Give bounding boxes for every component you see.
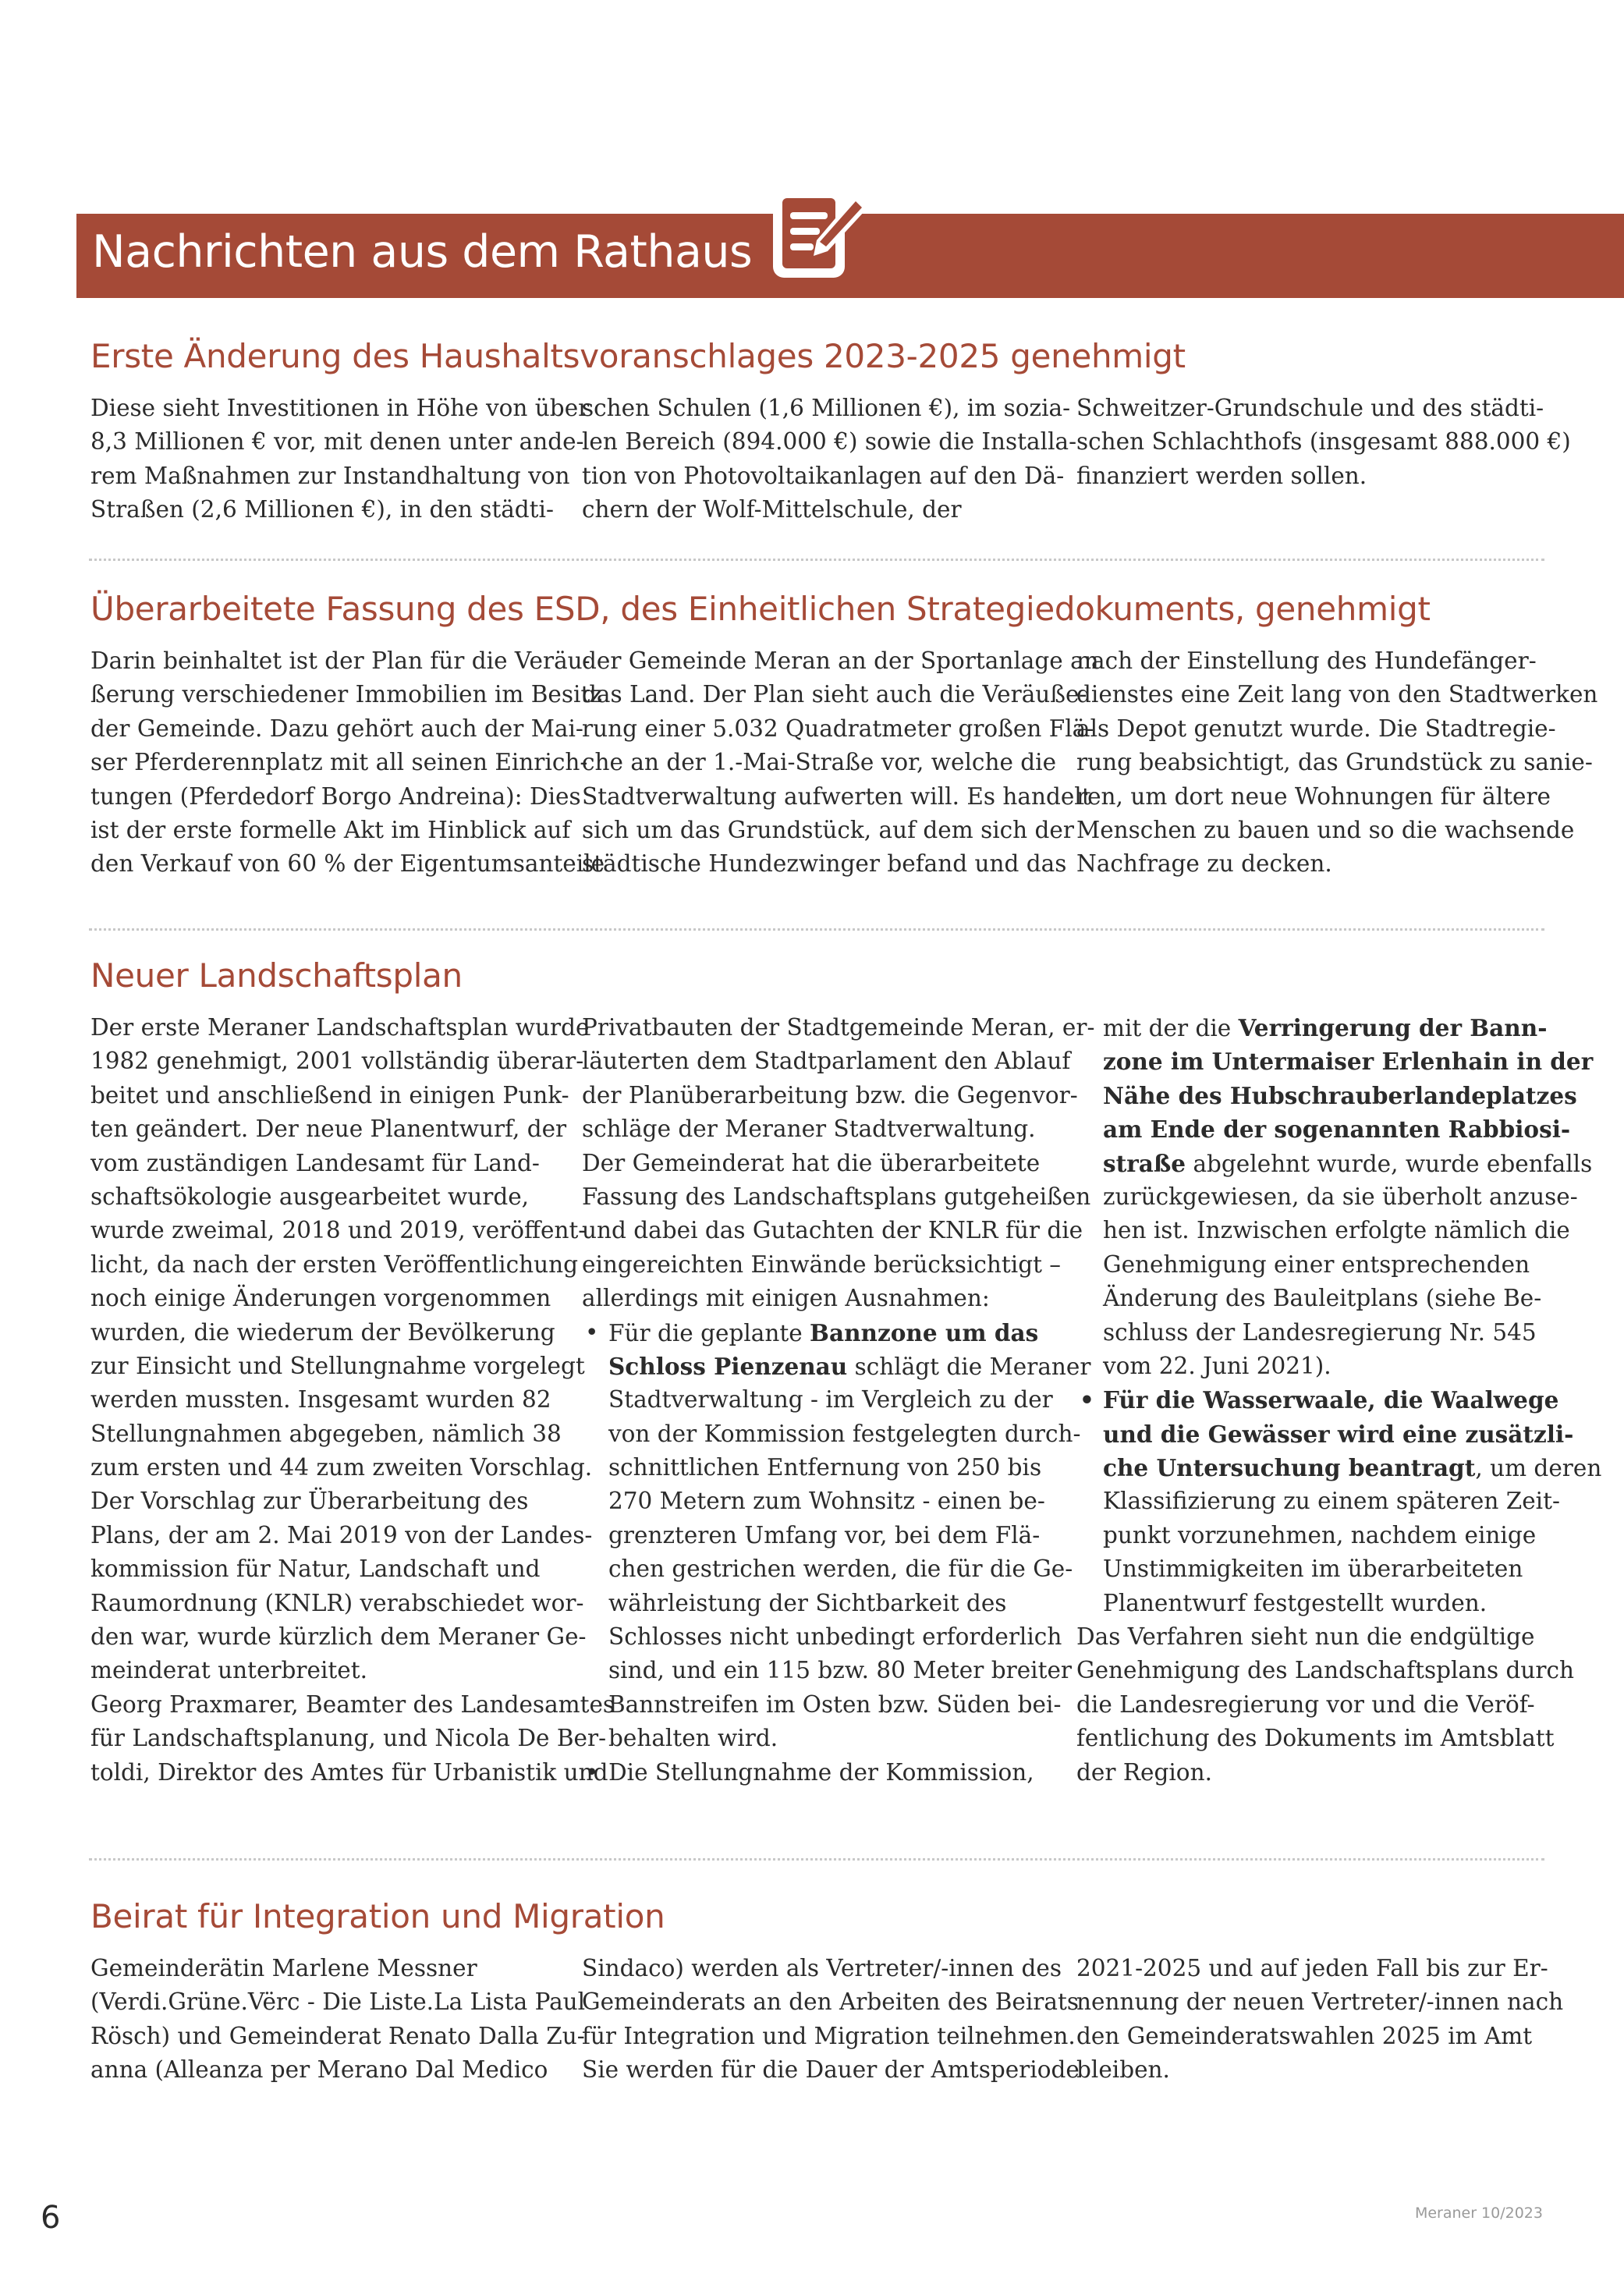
text-column-3: Schweitzer-Grundschule und des städti- schen Schlachthofs (insgesamt 888.000 €) finanziert werden sollen. [1076,395,1571,489]
page-number: 6 [41,2200,61,2236]
bullet-item: • Für die Wasserwaale, die Waalwege [1076,1383,1544,1417]
text-column-1: Der erste Meraner Landschaftsplan wurde 1982 genehmigt, 2001 vollständig überar- beitet und anschließend in einigen Punk- ten geändert. Der neue Planentwurf, der vom zuständigen Landesamt für Land- schaftsökologie ausgearbeitet wurde, wurde zweimal, 2018 und 2019, veröffent- licht, da nach der ersten Veröffentlichung noch einige Änderungen vorgenommen wurden, die wiederum der Bevölkerung zur Einsicht und Stellungnahme vorgelegt werden mussten. Insgesamt wurden 82 Stellungnahmen abgegeben, nämlich 38 zum ersten und 44 zum zweiten Vorschlag. Der Vorschlag zur Überarbeitung des Plans, der am 2. Mai 2019 von der Landes- kommission für Natur, Landschaft und Raumordnung (KNLR) verabschiedet wor- den war, wurde kürzlich dem Meraner Ge- meinderat unterbreitet. Georg Praxmarer, Beamter des Landesamtes für Landschaftsplanung, und Nicola De Ber- toldi, Direktor des Amtes für Urbanistik und [90,1014,615,1786]
section-heading: Erste Änderung des Haushaltsvoranschlages 2023-2025 genehmigt [90,337,1186,375]
bullet-item: • Für die geplante Bannzone um das [582,1316,1050,1350]
dotted-divider [89,559,1544,561]
text-column-2: Privatbauten der Stadtgemeinde Meran, er- läuterten dem Stadtparlament den Ablauf der Planüberarbeitung bzw. die Gegenvor- schläge der Meraner Stadtverwaltung. Der Gemeinderat hat die überarbeitete Fassung des Landschaftsplans gutgeheißen und dabei das Gutachten der KNLR für die eingereichten Einwände berücksichtigt – allerdings mit einigen Ausnahmen: • Für die geplante Bannzone um das Schloss Pienzenau schlägt die Meraner Stadtverwaltung - im Vergleich zu der von der Kommission festgelegten durch- schnittlichen Entfernung von 250 bis 270 Metern zum Wohnsitz - einen be- grenzteren Umfang vor, bei dem Flä- chen gestrichen werden, die für die Ge- währleistung der Sichtbarkeit des Schlosses nicht unbedingt erforderlich sind, und ein 115 bzw. 80 Meter breiter Bannstreifen im Osten bzw. Süden bei- behalten wird. • Die Stellungnahme der Kommission, [582,1011,1050,1790]
text-column-3: nach der Einstellung des Hundefänger- dienstes eine Zeit lang von den Stadtwerken als Depot genutzt wurde. Die Stadtregie- rung beabsichtigt, das Grundstück zu sanie- ren, um dort neue Wohnungen für ältere Menschen zu bauen und so die wachsende Nachfrage zu decken. [1076,647,1598,878]
section-heading: Überarbeitete Fassung des ESD, des Einheitlichen Strategiedokuments, genehmigt [90,590,1431,628]
dotted-divider [89,1858,1544,1861]
bullet-item: • Die Stellungnahme der Kommission, [582,1756,1050,1790]
section-heading: Beirat für Integration und Migration [90,1897,665,1935]
notepad-pencil-icon [765,167,874,284]
text-column-1: Darin beinhaltet ist der Plan für die Veräu- ßerung verschiedener Immobilien im Besitz der Gemeinde. Dazu gehört auch der Mai- ser Pferderennplatz mit all seinen Einrich- tungen (Pferdedorf Borgo Andreina): Dies ist der erste formelle Akt im Hinblick auf den Verkauf von 60 % der Eigentumsanteile [90,647,605,878]
issue-label: Meraner 10/2023 [1414,2205,1543,2222]
text-column-2: schen Schulen (1,6 Millionen €), im sozia- len Bereich (894.000 €) sowie die Installa- tion von Photovoltaikanlagen auf den Dä- chern der Wolf-Mittelschule, der [582,395,1077,523]
text-column-3: mit der die Verringerung der Bann- zone im Untermaiser Erlenhain in der Nähe des Hubschrauberlandeplatzes am Ende der sogenannten Rabbiosi- straße abgelehnt wurde, wurde ebenfalls zurückgewiesen, da sie überholt anzuse- hen ist. Inzwischen erfolgte nämlich die Genehmigung einer entsprechenden Änderung des Bauleitplans (siehe Be- schluss der Landesregierung Nr. 545 vom 22. Juni 2021). • Für die Wasserwaale, die Waalwege und die Gewässer wird eine zusätzli- che Untersuchung beantragt, um deren Klassifizierung zu einem späteren Zeit- punkt vorzunehmen, nachdem einige Unstimmigkeiten im überarbeiteten Planentwurf festgestellt wurden. Das Verfahren sieht nun die endgültige Genehmigung des Landschaftsplans durch die Landesregierung vor und die Veröf- fentlichung des Dokuments im Amtsblatt der Region. [1076,1011,1544,1790]
text-column-2: Sindaco) werden als Vertreter/-innen des Gemeinderats an den Arbeiten des Beirats für Integration und Migration teilnehmen. Sie werden für die Dauer der Amtsperiode [582,1955,1080,2084]
section-heading: Neuer Landschaftsplan [90,956,463,995]
dotted-divider [89,928,1544,931]
page-title: Nachrichten aus dem Rathaus [92,226,753,278]
text-column-1: Diese sieht Investitionen in Höhe von über 8,3 Millionen € vor, mit denen unter ande- rem Maßnahmen zur Instandhaltung von Straßen (2,6 Millionen €), in den städti- [90,395,590,523]
text-column-3: 2021-2025 und auf jeden Fall bis zur Er- nennung der neuen Vertreter/-innen nach den Gemeinderatswahlen 2025 im Amt bleiben. [1076,1955,1564,2084]
text-column-2: der Gemeinde Meran an der Sportanlage an das Land. Der Plan sieht auch die Veräuße- rung einer 5.032 Quadratmeter großen Flä- che an der 1.-Mai-Straße vor, welche die Stadtverwaltung aufwerten will. Es handelt sich um das Grundstück, auf dem sich der städtische Hundezwinger befand und das [582,647,1099,878]
text-column-1: Gemeinderätin Marlene Messner (Verdi.Grüne.Vërc - Die Liste.La Lista Paul Rösch) und Gemeinderat Renato Dalla Zu- anna (Alleanza per Merano Dal Medico [90,1955,586,2084]
